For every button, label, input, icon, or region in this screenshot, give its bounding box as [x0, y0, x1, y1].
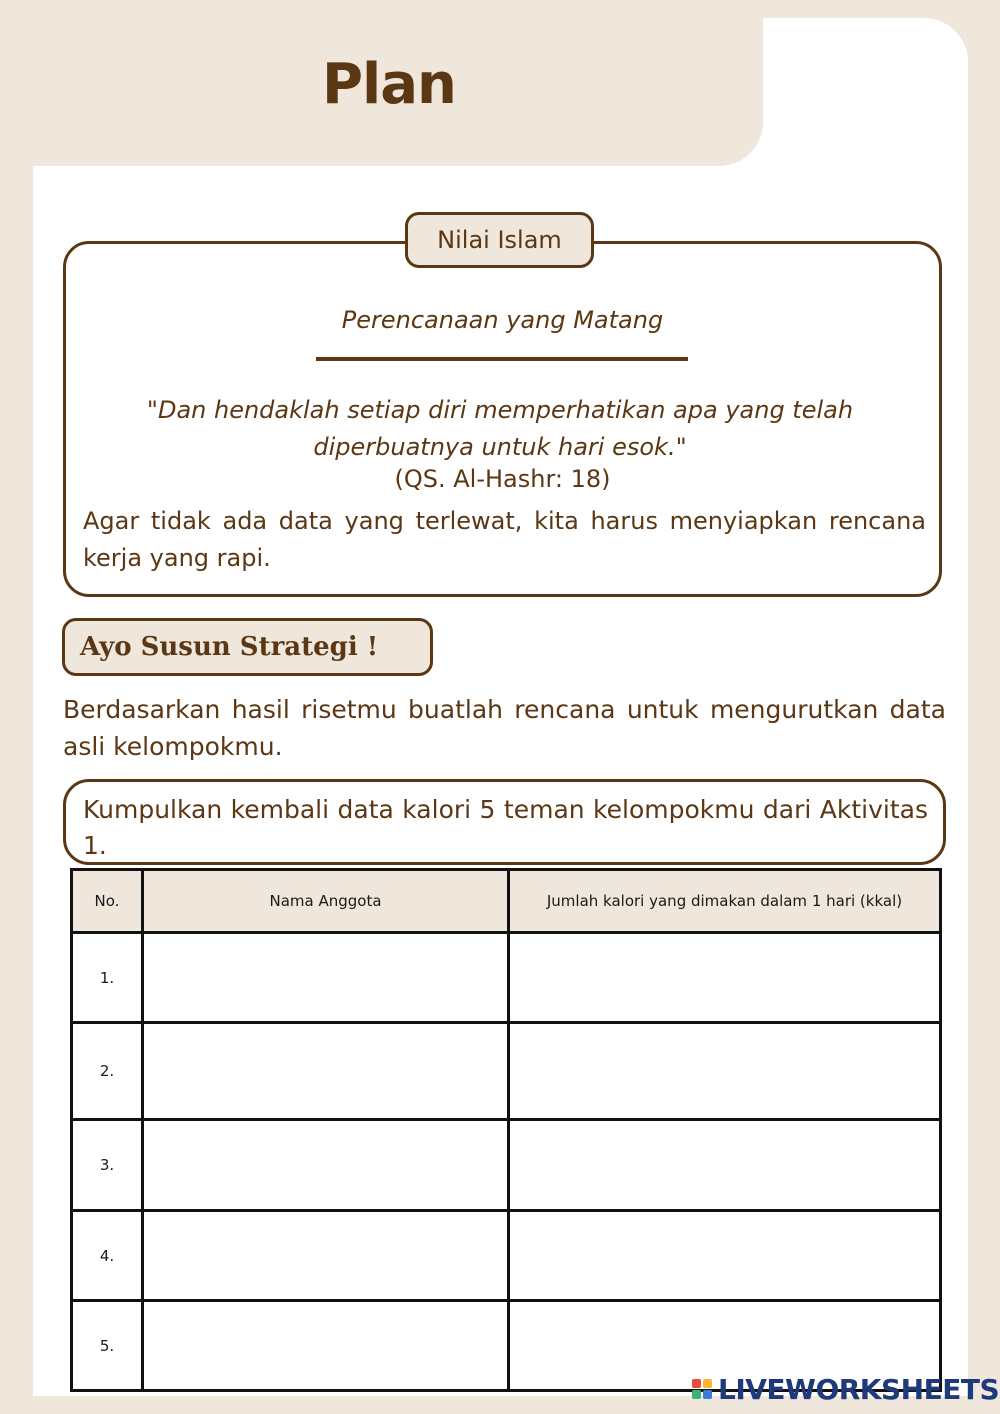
table-header-row	[72, 870, 941, 933]
nama-anggota-cell[interactable]	[143, 1120, 509, 1211]
table-row	[72, 1023, 941, 1120]
quran-quote: "Dan hendaklah setiap diri memperhatikan apa yang telah diperbuatnya untuk hari esok."	[146, 396, 854, 461]
logo-square	[692, 1379, 701, 1388]
table-row	[72, 1120, 941, 1211]
watermark-text: LIVEWORKSHEETS	[718, 1372, 1000, 1406]
subtitle-divider	[316, 357, 688, 361]
nilai-islam-tag: Nilai Islam	[405, 212, 594, 268]
header-jumlah-kalori: Jumlah kalori yang dimakan dalam 1 hari (kkal)	[509, 870, 941, 933]
nama-anggota-cell[interactable]	[143, 1211, 509, 1301]
row-number: 1.	[72, 933, 143, 1023]
logo-square	[703, 1390, 712, 1399]
nama-anggota-cell[interactable]	[143, 1023, 509, 1120]
nama-anggota-cell[interactable]	[143, 933, 509, 1023]
quote-source: (QS. Al-Hashr: 18)	[394, 465, 611, 493]
table-row	[72, 1211, 941, 1301]
row-number: 3.	[72, 1120, 143, 1211]
kalori-cell[interactable]	[509, 1120, 941, 1211]
liveworksheets-watermark	[692, 1374, 999, 1404]
logo-square	[692, 1390, 701, 1399]
liveworksheets-logo-icon	[692, 1379, 712, 1399]
row-number: 5.	[72, 1301, 143, 1391]
task-text: Kumpulkan kembali data kalori 5 teman kelompokmu dari Aktivitas 1.	[83, 795, 928, 860]
table-row	[72, 933, 941, 1023]
kalori-cell[interactable]	[509, 933, 941, 1023]
header-nama-anggota: Nama Anggota	[143, 870, 509, 933]
calorie-table	[70, 868, 942, 1392]
nilai-islam-subtitle: Perencanaan yang Matang	[341, 306, 664, 334]
nilai-islam-text: Agar tidak ada data yang terlewat, kita harus menyiapkan rencana kerja yang rapi.	[83, 507, 926, 572]
page-title: Plan	[322, 52, 456, 117]
header-no: No.	[72, 870, 143, 933]
strategy-instruction: Berdasarkan hasil risetmu buatlah rencana untuk mengurutkan data asli kelompokmu.	[63, 695, 946, 761]
kalori-cell[interactable]	[509, 1023, 941, 1120]
row-number: 2.	[72, 1023, 143, 1120]
kalori-cell[interactable]	[509, 1211, 941, 1301]
logo-square	[703, 1379, 712, 1388]
strategy-heading: Ayo Susun Strategi !	[62, 618, 433, 676]
row-number: 4.	[72, 1211, 143, 1301]
nama-anggota-cell[interactable]	[143, 1301, 509, 1391]
